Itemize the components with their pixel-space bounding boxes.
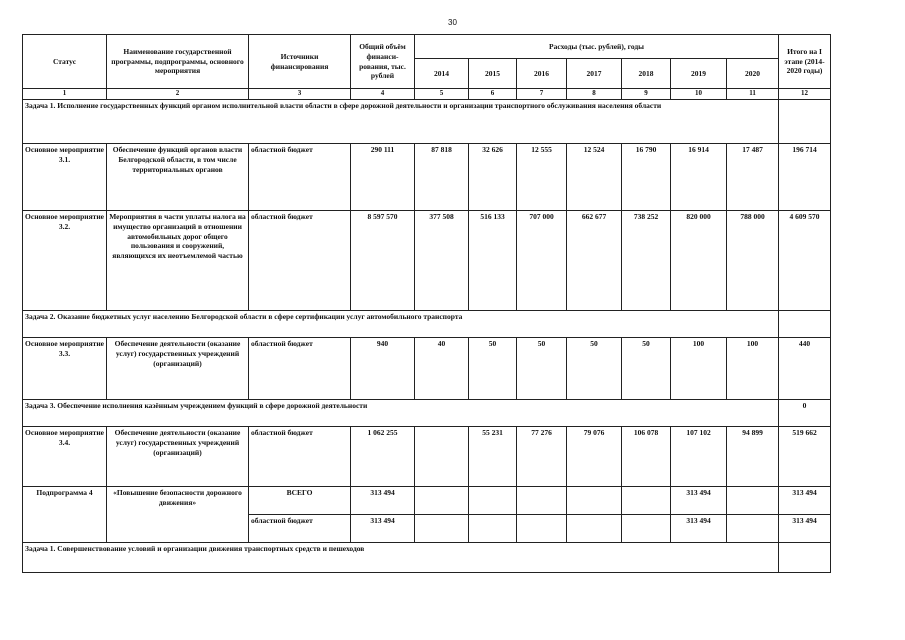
header-year: 2015 bbox=[469, 59, 517, 89]
task-3-title: Задача 3. Обеспечение исполнения казённым учреждением функций в сфере дорожной деятельности bbox=[23, 400, 779, 427]
subprogram-source: ВСЕГО bbox=[249, 487, 351, 515]
subprogram-status: Подпрограмма 4 bbox=[23, 487, 107, 543]
row-year-value: 16 914 bbox=[671, 144, 727, 211]
subprogram-2019: 313 494 bbox=[671, 487, 727, 515]
subprogram-total: 313 494 bbox=[351, 487, 415, 515]
row-status: Основное мероприятие 3.4. bbox=[23, 427, 107, 487]
row-year-value: 40 bbox=[415, 338, 469, 400]
column-number: 4 bbox=[351, 89, 415, 100]
row-status: Основное мероприятие 3.1. bbox=[23, 144, 107, 211]
row-year-value: 50 bbox=[567, 338, 622, 400]
row-total: 8 597 570 bbox=[351, 211, 415, 311]
row-year-value bbox=[415, 427, 469, 487]
row-year-value: 32 626 bbox=[469, 144, 517, 211]
row-name: Обеспечение деятельности (оказание услуг) государственных учреждений (организаций) bbox=[107, 338, 249, 400]
row-stage: 440 bbox=[779, 338, 831, 400]
header-status: Статус bbox=[23, 35, 107, 89]
row-year-value: 788 000 bbox=[727, 211, 779, 311]
row-year-value: 107 102 bbox=[671, 427, 727, 487]
subprogram-row bbox=[23, 487, 831, 515]
subprogram-stage: 313 494 bbox=[779, 515, 831, 543]
column-number: 5 bbox=[415, 89, 469, 100]
row-source: областной бюджет bbox=[249, 144, 351, 211]
task-row bbox=[23, 311, 831, 338]
row-year-value: 87 818 bbox=[415, 144, 469, 211]
header-year: 2016 bbox=[517, 59, 567, 89]
row-year-value: 12 524 bbox=[567, 144, 622, 211]
table-row bbox=[23, 427, 831, 487]
row-total: 940 bbox=[351, 338, 415, 400]
header-year: 2018 bbox=[622, 59, 671, 89]
header-source: Источники финансирования bbox=[249, 35, 351, 89]
header-year: 2017 bbox=[567, 59, 622, 89]
row-year-value: 707 000 bbox=[517, 211, 567, 311]
page-number: 30 bbox=[448, 18, 457, 27]
header-total: Общий объём финанси-рования, тыс. рублей bbox=[351, 35, 415, 89]
subprogram-total: 313 494 bbox=[351, 515, 415, 543]
task-row bbox=[23, 543, 831, 573]
row-year-value: 50 bbox=[622, 338, 671, 400]
task-1-title: Задача 1. Исполнение государственных функций органом исполнительной власти области в сфере дорожной деятельности и организации транспортного обслуживания населения области bbox=[23, 100, 779, 144]
row-year-value: 79 076 bbox=[567, 427, 622, 487]
row-stage: 4 609 570 bbox=[779, 211, 831, 311]
task-row bbox=[23, 400, 831, 427]
row-stage: 519 662 bbox=[779, 427, 831, 487]
row-year-value: 820 000 bbox=[671, 211, 727, 311]
row-year-value: 662 677 bbox=[567, 211, 622, 311]
row-year-value: 77 276 bbox=[517, 427, 567, 487]
row-year-value: 12 555 bbox=[517, 144, 567, 211]
row-year-value: 16 790 bbox=[622, 144, 671, 211]
column-number: 8 bbox=[567, 89, 622, 100]
header-year: 2020 bbox=[727, 59, 779, 89]
subprogram-source: областной бюджет bbox=[249, 515, 351, 543]
row-source: областной бюджет bbox=[249, 427, 351, 487]
header-year: 2019 bbox=[671, 59, 727, 89]
table-row bbox=[23, 338, 831, 400]
row-year-value: 516 133 bbox=[469, 211, 517, 311]
column-number: 1 bbox=[23, 89, 107, 100]
subprogram-stage: 313 494 bbox=[779, 487, 831, 515]
column-number: 10 bbox=[671, 89, 727, 100]
row-name: Обеспечение деятельности (оказание услуг) государственных учреждений (организаций) bbox=[107, 427, 249, 487]
row-year-value: 100 bbox=[727, 338, 779, 400]
column-number: 7 bbox=[517, 89, 567, 100]
column-number: 2 bbox=[107, 89, 249, 100]
column-number: 11 bbox=[727, 89, 779, 100]
row-status: Основное мероприятие 3.2. bbox=[23, 211, 107, 311]
row-name: Мероприятия в части уплаты налога на имущество организаций в отношении автомобильных дорог общего пользования и сооружений, являющихся их неотъемлемой частью bbox=[107, 211, 249, 311]
row-year-value: 738 252 bbox=[622, 211, 671, 311]
row-year-value: 50 bbox=[469, 338, 517, 400]
row-year-value: 94 899 bbox=[727, 427, 779, 487]
subprogram-name: «Повышение безопасности дорожного движения» bbox=[107, 487, 249, 543]
column-number: 9 bbox=[622, 89, 671, 100]
header-name: Наименование государственной программы, подпрограммы, основного мероприятия bbox=[107, 35, 249, 89]
column-number: 6 bbox=[469, 89, 517, 100]
row-year-value: 377 508 bbox=[415, 211, 469, 311]
row-source: областной бюджет bbox=[249, 338, 351, 400]
row-source: областной бюджет bbox=[249, 211, 351, 311]
task-row bbox=[23, 100, 831, 144]
budget-table bbox=[22, 34, 831, 573]
task-2-title: Задача 2. Оказание бюджетных услуг населению Белгородской области в сфере сертификации услуг автомобильного транспорта bbox=[23, 311, 779, 338]
column-number-row bbox=[23, 89, 831, 100]
row-year-value: 106 078 bbox=[622, 427, 671, 487]
header-stage: Итого на I этапе (2014-2020 годы) bbox=[779, 35, 831, 89]
task-4-title: Задача 1. Совершенствование условий и организации движения транспортных средств и пешеходов bbox=[23, 543, 779, 573]
row-total: 290 111 bbox=[351, 144, 415, 211]
table-row bbox=[23, 211, 831, 311]
row-year-value: 17 487 bbox=[727, 144, 779, 211]
row-name: Обеспечение функций органов власти Белгородской области, в том числе территориальных органов bbox=[107, 144, 249, 211]
task-3-total: 0 bbox=[779, 400, 831, 427]
header-expenses: Расходы (тыс. рублей), годы bbox=[415, 35, 779, 59]
column-number: 3 bbox=[249, 89, 351, 100]
header-year: 2014 bbox=[415, 59, 469, 89]
column-number: 12 bbox=[779, 89, 831, 100]
row-total: 1 062 255 bbox=[351, 427, 415, 487]
row-year-value: 50 bbox=[517, 338, 567, 400]
row-stage: 196 714 bbox=[779, 144, 831, 211]
subprogram-2019: 313 494 bbox=[671, 515, 727, 543]
row-year-value: 55 231 bbox=[469, 427, 517, 487]
header-row bbox=[23, 35, 831, 59]
table-row bbox=[23, 144, 831, 211]
row-year-value: 100 bbox=[671, 338, 727, 400]
row-status: Основное мероприятие 3.3. bbox=[23, 338, 107, 400]
